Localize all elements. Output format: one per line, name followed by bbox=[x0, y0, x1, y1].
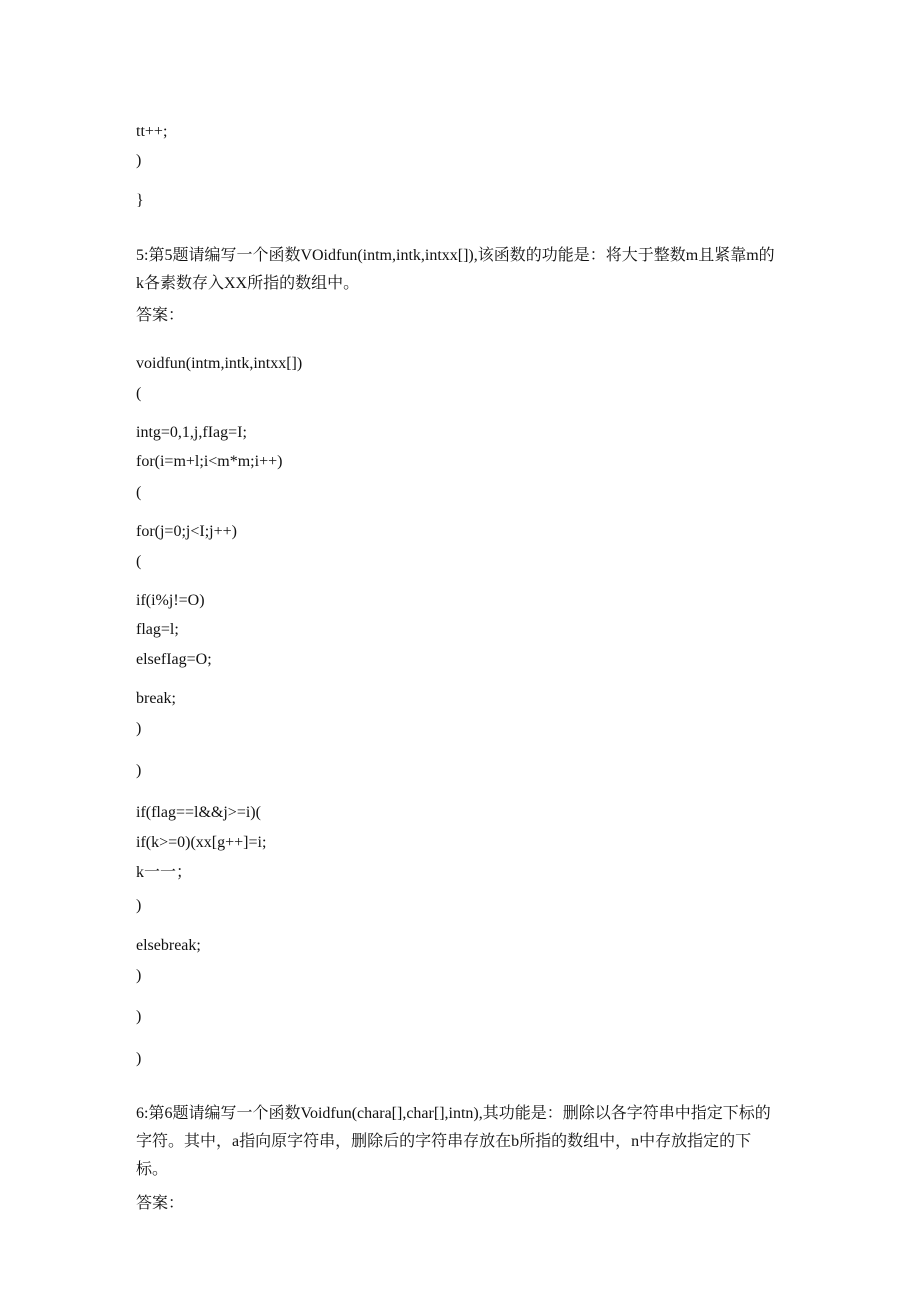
question-5-text: 5:第5题请编写一个函数VOidfun(intm,intk,intxx[]),该函数的功能是：将大于整数m且紧靠m的k各素数存入XX所指的数组中。 bbox=[136, 247, 775, 292]
code-line: ) bbox=[136, 897, 142, 914]
code-line: k一一； bbox=[136, 864, 193, 881]
code-line: if(i%j!=O) bbox=[136, 592, 205, 609]
code-line: tt++; bbox=[136, 123, 168, 140]
code-line: elsebreak; bbox=[136, 937, 201, 954]
answer-label: 答案： bbox=[136, 307, 185, 324]
code-line: ( bbox=[136, 385, 142, 402]
code-line: ) bbox=[136, 152, 142, 169]
code-line: ) bbox=[136, 1050, 142, 1067]
code-line: intg=0,1,j,fIag=I; bbox=[136, 424, 247, 441]
code-line: break; bbox=[136, 690, 176, 707]
code-line: ( bbox=[136, 484, 142, 501]
code-line: for(j=0;j<I;j++) bbox=[136, 523, 237, 540]
answer-label: 答案： bbox=[136, 1195, 185, 1212]
code-line: flag=l; bbox=[136, 621, 179, 638]
code-line: if(flag==l&&j>=i)( bbox=[136, 804, 261, 821]
code-line: voidfun(intm,intk,intxx[]) bbox=[136, 355, 303, 372]
code-line: } bbox=[136, 192, 144, 209]
code-line: ( bbox=[136, 553, 142, 570]
question-6-text: 6:第6题请编写一个函数Voidfun(chara[],char[],intn),其功能是：删除以各字符串中指定下标的字符。其中，a指向原字符串，删除后的字符串存放在b所指的数组中，n中存放指定的下标。 bbox=[136, 1105, 771, 1178]
code-line: ) bbox=[136, 1008, 142, 1025]
code-line: ) bbox=[136, 967, 142, 984]
code-line: ) bbox=[136, 762, 142, 779]
code-line: if(k>=0)(xx[g++]=i; bbox=[136, 834, 267, 851]
code-line: ) bbox=[136, 720, 142, 737]
code-line: elsefIag=O; bbox=[136, 651, 212, 668]
code-line: for(i=m+l;i<m*m;i++) bbox=[136, 453, 283, 470]
